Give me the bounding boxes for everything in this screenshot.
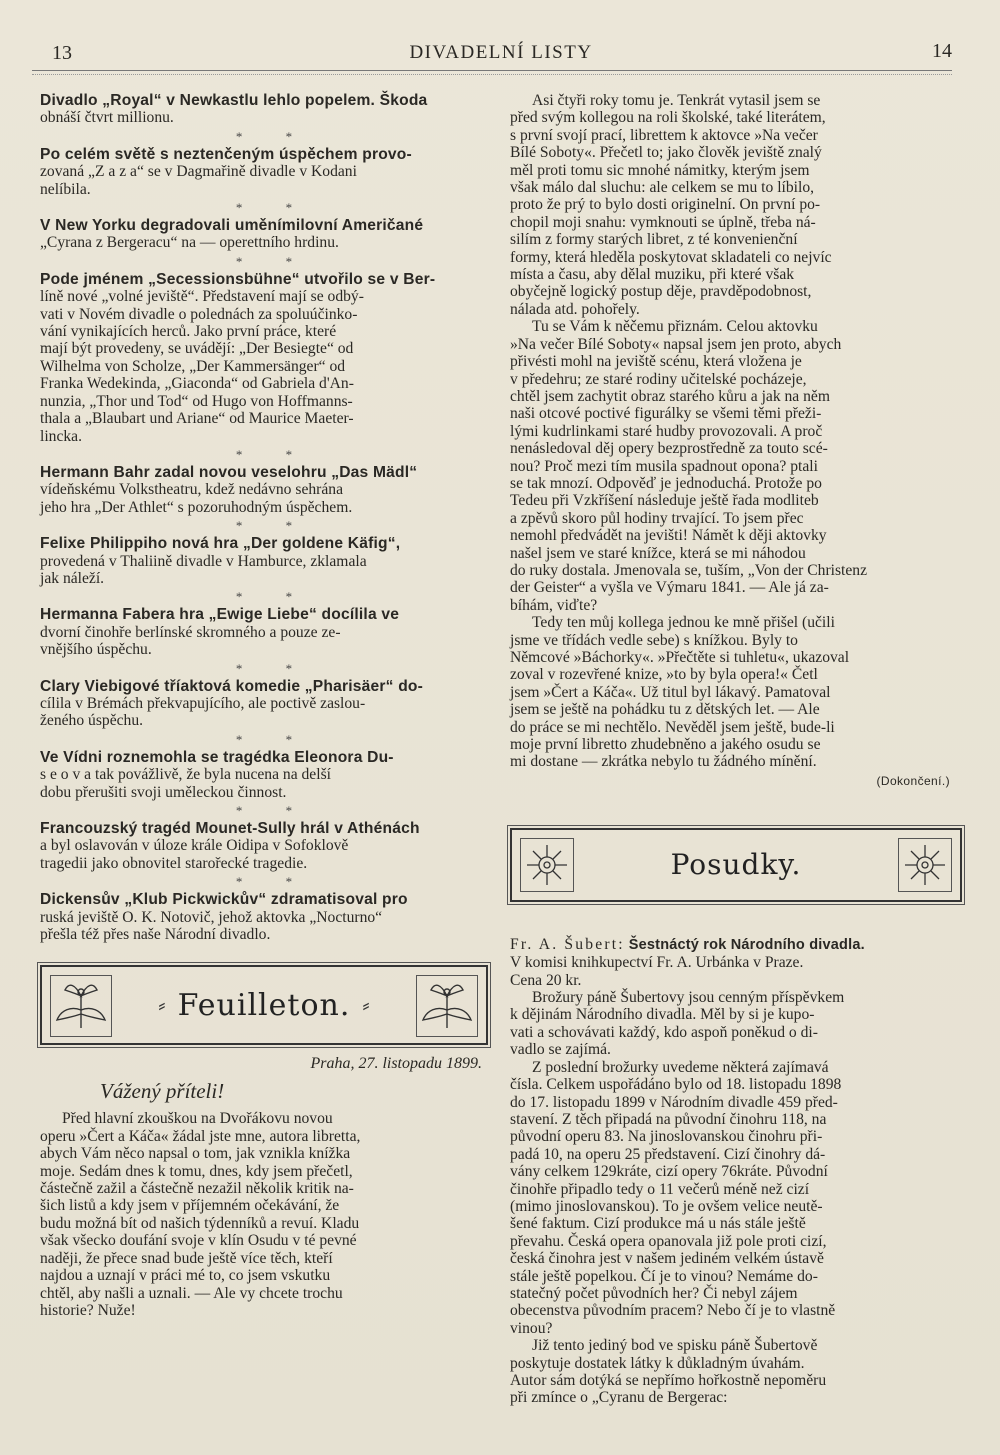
news-line: vnějšího úspěchu. [40,641,152,659]
feuilleton-line: naději, že přece snad bude ještě více těch, kteří [40,1249,333,1267]
news-item [40,464,488,516]
review-line: Autor sám dotýká se nepřímo hořkostně nepoměru [510,1372,827,1389]
story-line: lými kudrlinkami staré hudby provozovali. A proč [510,422,823,440]
story-line: Bílé Soboty«. Přečetl to; jako člověk jeviště znalý [510,144,822,162]
story-line: našel jsem ve staré knížce, která se mi náhodou [510,544,806,562]
news-lead: Ve Vídni roznemohla se tragédka Eleonora Du- [40,748,394,766]
review-line: Brožury páně Šubertovy jsou cenným příspěvkem [532,989,845,1007]
news-line: nunzia, „Thor und Tod“ od Hugo von Hoffmanns- [40,392,353,410]
news-line: nelíbila. [40,180,91,198]
feuilleton-salutation: Vážený příteli! [100,1079,225,1104]
story-line: zoval v rozevřené knize, »to by byla opera!« Četl [510,666,818,684]
page-number-left: 13 [52,42,72,64]
feuilleton-line: však všecko doufání svoje v klín Osudu v té pevné [40,1232,357,1250]
story-line: do ruky dostala. Jmenovala se, tuším, „Von der Christenz [510,561,868,579]
feuilleton-line: Před hlavní zkouškou na Dvořákovu novou [62,1110,333,1128]
feuilleton-title: Feuilleton. [177,987,351,1023]
review-line: vati a schovávati každý, kdo aspoň poněkud o di- [510,1023,818,1041]
story-line: Tedy ten můj kollega jednou ke mně přišel (učili [532,614,835,632]
right-column [510,92,962,1407]
feuilleton-line: operu »Čert a Káča« žádal jste mne, autora libretta, [40,1127,361,1145]
story-line: nálada atd. pohořely. [510,300,640,318]
story-line: a zpěvů skoro půl hodiny trvající. To jsem přec [510,509,804,527]
flower-ornament-icon [50,975,112,1037]
news-lead: Pode jménem „Secessionsbühne“ utvořilo se v Ber- [40,270,436,288]
story-line: Tedeu při Vzkříšení následuje ještě řada modliteb [510,492,819,510]
story-line: obyčejně logický postup děje, pravděpodobnost, [510,283,812,301]
news-line: jeho hra „Der Athlet“ s pozoruhodným úspěchem. [40,498,353,516]
news-line: vídeňskému Volkstheatru, kdež nedávno sehrána [40,481,343,499]
news-lead: Po celém světě s neztenčeným úspěchem provo- [40,145,412,163]
feuilleton-line: historie? Nuže! [40,1301,136,1319]
news-line: přešla též přes naše Národní divadlo. [40,926,271,944]
review-line: šené faktum. Cizí produkce má u nás stále ještě [510,1215,806,1233]
review-line: statečný počet původních her? Či nebyl zájem [510,1284,798,1302]
review-text [510,954,962,1407]
story-line: der Geister“ a vyšla ve Výmaru 1841. — Ale já za- [510,579,829,597]
feuilleton-line: abych Vám něco napsal o tom, jak vznikla knížka [40,1145,351,1163]
story-line: naši otcové poctivé figurálky se všemi těmi přeži- [510,405,822,423]
news-lead: V New Yorku degradovali uměnímilovní Američané [40,217,424,235]
separator-stars: * * [235,200,293,216]
news-line: tragedii jako obnovitel starořecké tragedie. [40,854,308,872]
story-line: přivésti mohl na jeviště scénu, která vložena je [510,353,802,371]
story-line: Němcové »Báchorky«. »Přečtěte si tuhletu«, ukazoval [510,649,850,666]
review-line: Cena 20 kr. [510,971,582,989]
flower-ornament-icon [416,975,478,1037]
page-number-right: 14 [932,40,952,62]
story-line: chopil moji snahu: vymknouti se úplně, třeba ná- [510,213,816,231]
news-line: lincka. [40,427,82,445]
news-line: „Cyrana z Bergeracu“ na — operettního hrdinu. [40,234,339,252]
separator-stars: * * [235,589,293,605]
news-line: cílila v Brémách překvapujícího, ale poctivě zaslou- [40,694,366,712]
news-lead: Clary Viebigové tříaktová komedie „Pharisäer“ do- [40,677,424,695]
review-line: poskytuje dostatek látky k důkladným úvahám. [510,1354,805,1372]
news-line: dobu přerušiti svoji uměleckou činnost. [40,783,287,801]
header-rule-dotted [32,74,952,75]
news-item [40,606,488,658]
news-line: obnáší čtvrt millionu. [40,109,174,127]
news-lead: Francouzský tragéd Mounet-Sully hrál v Athénách [40,820,420,837]
news-lead: Dickensův „Klub Pickwickův“ zdramatisoval pro [40,891,408,909]
feuilleton-line: částečně zažil a částečně nezažil několik kritik na- [40,1180,354,1198]
feuilleton-dateline: Praha, 27. listopadu 1899. [310,1055,482,1073]
rosette-ornament-icon [520,838,574,892]
review-line: při zmínce o „Cyranu de Bergerac: [510,1389,728,1407]
review-line: Již tento jediný bod ve spisku páně Šubertově [532,1337,818,1355]
news-line: Franka Wedekinda, „Giaconda“ od Gabriela d'An- [40,375,354,393]
story-line: moje první libretto zhudebněno a jakého osudu se [510,736,821,754]
separator-stars: * * [235,803,293,818]
separator-stars: * * [235,731,293,747]
news-line: líně nové „volné jeviště“. Představení mají se odbý- [40,288,364,306]
separator-stars: * * [235,518,293,534]
story-line: jsme ve třídách vedle sebe) s knížkou. Byly to [510,631,798,649]
news-line: ženého úspěchu. [40,712,144,730]
news-lead: Hermanna Fabera hra „Ewige Liebe“ docílila ve [40,606,400,624]
story-line: však málo dal sluchu: ale celkem se mu to líbilo, [510,179,815,197]
news-line: zovaná „Z a z a“ se v Dagmařině divadle v Kodani [40,163,357,181]
feuilleton-line: budu možná bít od našich týdenníků a revuí. Kladu [40,1214,360,1232]
left-column [40,92,488,1319]
news-line: thala a „Blaubart und Ariane“ od Maurice Maeter- [40,410,354,428]
feuilleton-line: chtěl, aby našli a uznali. — Ale vy chcete trochu [40,1284,343,1302]
review-line: vadlo se zajímá. [510,1041,611,1059]
review-line: padá 10, na operu 25 představení. Cizí činohry dá- [510,1145,826,1163]
news-lead: Felixe Philippiho nová hra „Der goldene Käfig“, [40,535,401,553]
story-line: s první svojí prací, librettem k aktovce »Na večer [510,126,818,144]
news-item [40,891,488,943]
separator-stars: * * [235,446,293,462]
separator-stars: * * [235,660,293,676]
news-line: provedená v Thaliině divadle v Hamburce, zklamala [40,552,367,570]
news-line: dvorní činohře berlínské skromného a pouze ze- [40,623,341,641]
news-item [40,820,488,872]
story-line: chtěl jsem zachytit obraz starého kůru a jak na něm [510,387,830,405]
news-item [40,749,488,801]
story-line: jsem se ještě na pohádku tu z dětských let. — Ale [510,701,820,719]
news-lead: Divadlo „Royal“ v Newkastlu lehlo popelem. Škoda [40,92,428,109]
review-line: česká činohra jest v našem jediném velkém ústavě [510,1250,824,1268]
feuilleton-line: šich listů a kdy jsem v příjemném očekávání, že [40,1197,340,1215]
review-line: převahu. Česká opera opanovala již pole proti cizí, [510,1232,827,1250]
news-item [40,217,488,252]
separator-stars: * * [235,128,293,144]
story-line: v předehru; ze staré rodiny učitelské pocházeje, [510,370,807,388]
continuation-note: (Dokončení.) [876,773,950,788]
story-line: nou? Proč mezi tím musila spadnout opona? ptali [510,457,818,475]
news-item [40,92,488,127]
news-items [40,92,488,943]
news-line: ruská jeviště O. K. Notovič, jehož aktovka „Nocturno“ [40,908,383,926]
news-line: jak náleží. [40,569,105,587]
review-line: čísla. Celkem uspořádáno bylo od 18. listopadu 1898 [510,1076,842,1094]
story-line: před svým kollegou na roli školské, také literátem, [510,109,826,127]
separator-stars: * * [235,874,293,890]
news-line: vání vynikajících herců. Jako první práce, které [40,323,337,341]
review-line: obecenstva původním pracem? Nebo čí je to vlastně [510,1302,836,1320]
separator-stars: * * [235,253,293,269]
feuilleton-line: moje. Sedám dnes k tomu, dnes, kdy jsem přečetl, [40,1162,353,1180]
news-item [40,271,488,445]
posudky-title: Posudky. [670,848,802,882]
story-line: místa a času, aby dělal muziku, při které však [510,266,795,284]
story-line: Asi čtyři roky tomu je. Tenkrát vytasil jsem se [532,92,821,109]
feuilleton-text [40,1110,488,1319]
news-line: mají být provedeny, se uvádějí: „Der Besiegte“ od [40,340,354,358]
story-line: se tak mnozí. Odpověď je jednoduchá. Protože po [510,474,822,492]
feuilleton-line: najdou a uznají v práci mé to, co jsem vskutku [40,1267,331,1285]
review-line: Z poslední brožurky uvedeme některá zajímavá [532,1058,829,1076]
story-line: »Na večer Bílé Soboty« napsal jsem jen proto, abych [510,335,842,353]
review-line: činohře připadlo tedy o 11 večerů méně než cizí [510,1180,810,1198]
review-line: k dějinám Národního divadla. Měl by si je kupo- [510,1006,815,1024]
review-line: V komisi knihkupectví Fr. A. Urbánka v Praze. [510,954,804,972]
feuilleton-banner: ⸗ Feuilleton. ⸗ [40,965,488,1045]
news-line: vati v Novém divadle o polednách za spoluúčinko- [40,305,358,323]
story-line: jsem »Čert a Káča«. Už titul byl lákavý. Pamatoval [510,683,831,701]
rosette-ornament-icon [898,838,952,892]
review-title: Šestnáctý rok Národního divadla. [628,936,865,953]
story-line: silím z formy starých libret, z té konvenienční [510,231,798,249]
story-line: mi dostane — zkrátka nebylo tu žádného mínění. [510,753,817,771]
news-line: Wilhelma von Scholze, „Der Kammersänger“ od [40,357,346,375]
review-heading [510,936,962,954]
feuilleton-continuation [510,92,962,771]
review-line: vinou? [510,1319,553,1337]
story-line: nemohl předvádět na jevišti! Námět k ději aktovky [510,527,827,545]
story-line: do práce se mi nechtělo. Nevěděl jsem ještě, bude-li [510,718,835,736]
review-line: (mimo jinoslovanskou). To je ovšem velice neutě- [510,1197,823,1215]
review-author: Fr. A. Šubert: [510,935,625,953]
review-line: stále ještě popelkou. Čí je to vinou? Nemáme do- [510,1267,818,1285]
masthead-title: DIVADELNÍ LISTY [409,42,593,63]
header-rule [32,70,952,71]
news-lead: Hermann Bahr zadal novou veselohru „Das Mädl“ [40,463,418,481]
story-line: měl proti tomu sic mnohé námitky, kterým jsem [510,161,810,179]
news-item [40,146,488,198]
story-line: proto že prý to bylo dosti originelní. On první po- [510,196,821,214]
posudky-banner [510,828,962,902]
story-line: Tu se Vám k něčemu přiznám. Celou aktovku [532,318,818,336]
story-line: nenásledoval děj opery bezprostředně za touto scé- [510,440,828,458]
review-line: původní operu 83. Na jinoslovanskou činohru při- [510,1128,823,1146]
page-header [40,38,962,72]
story-line: bíhám, viďte? [510,596,598,614]
news-item [40,535,488,587]
news-line: s e o v a tak povážlivě, že byla nucena na delší [40,766,331,784]
review-line: do 17. listopadu 1899 v Národním divadle 459 před- [510,1093,838,1111]
story-line: formy, která hleděla poskytovat skladateli co nejvíc [510,248,832,266]
news-line: a byl oslavován v úloze krále Oidipa v Sofoklově [40,837,349,855]
review-line: vány celkem 129kráte, cizí opery 76kráte. Původní [510,1163,828,1181]
review-line: stavení. Z těch připadá na původní činohru 118, na [510,1110,827,1128]
news-item [40,678,488,730]
